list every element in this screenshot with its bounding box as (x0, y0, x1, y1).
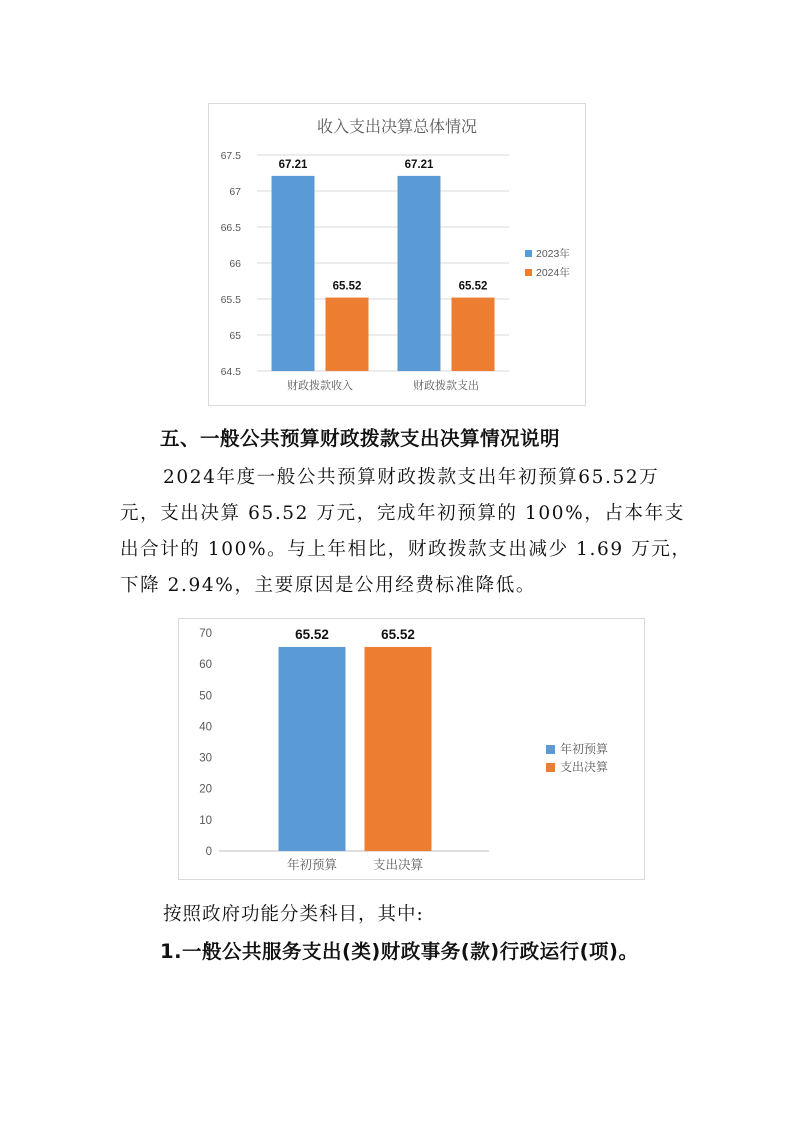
bar (365, 647, 432, 851)
y-tick-label: 66 (229, 258, 241, 270)
y-tick-label: 10 (199, 814, 212, 827)
y-tick-label: 64.5 (220, 366, 241, 378)
data-label: 67.21 (404, 158, 434, 171)
legend-swatch (546, 763, 555, 772)
legend-label: 2024年 (536, 267, 570, 279)
y-tick-label: 65 (229, 330, 241, 342)
classification-intro: 按照政府功能分类科目，其中: (163, 904, 424, 925)
y-tick-label: 67 (229, 186, 241, 198)
bar (398, 176, 441, 371)
chart-budget-vs-actual-svg (179, 619, 644, 879)
x-tick-label: 财政拨款收入 (287, 380, 353, 392)
bar (452, 298, 495, 371)
bar (326, 298, 369, 371)
data-label: 65.52 (295, 626, 329, 642)
legend-label: 支出决算 (560, 760, 609, 774)
paragraph-line-3: 出合计的 100%。与上年相比，财政拨款支出减少 1.69 万元， (120, 539, 692, 560)
chart-budget-vs-actual (178, 618, 645, 880)
paragraph-line-4: 下降 2.94%，主要原因是公用经费标准降低。 (120, 575, 536, 596)
legend-swatch (546, 745, 555, 754)
chart-income-expenditure-svg (209, 104, 585, 405)
y-tick-label: 65.5 (220, 294, 241, 306)
y-tick-label: 60 (199, 659, 212, 672)
item-subheading: 1.一般公共服务支出(类)财政事务(款)行政运行(项)。 (160, 940, 639, 963)
x-tick-label: 年初预算 (286, 858, 338, 872)
legend-swatch (525, 269, 532, 276)
y-tick-label: 0 (205, 846, 212, 858)
y-tick-label: 50 (199, 690, 212, 703)
bar (272, 176, 315, 371)
data-label: 67.21 (278, 158, 308, 171)
y-tick-label: 66.5 (220, 222, 241, 234)
x-tick-label: 支出决算 (372, 858, 424, 872)
y-tick-label: 67.5 (220, 150, 241, 162)
y-tick-label: 30 (199, 752, 212, 765)
data-label: 65.52 (458, 280, 488, 293)
paragraph-line-1: 2024年度一般公共预算财政拨款支出年初预算65.52万 (163, 467, 660, 488)
bar (279, 647, 346, 851)
legend-swatch (525, 250, 532, 257)
chart-title: 收入支出决算总体情况 (316, 119, 478, 136)
legend-label: 年初预算 (560, 742, 609, 756)
data-label: 65.52 (381, 626, 415, 642)
chart-income-expenditure (208, 103, 586, 406)
legend-label: 2023年 (536, 248, 570, 260)
y-tick-label: 40 (199, 721, 212, 734)
y-tick-label: 70 (199, 628, 212, 640)
y-tick-label: 20 (199, 783, 212, 796)
data-label: 65.52 (332, 280, 362, 293)
paragraph-line-2: 元，支出决算 65.52 万元，完成年初预算的 100%，占本年支 (120, 503, 685, 524)
section-heading: 五、一般公共预算财政拨款支出决算情况说明 (160, 427, 561, 450)
x-tick-label: 财政拨款支出 (413, 380, 479, 392)
